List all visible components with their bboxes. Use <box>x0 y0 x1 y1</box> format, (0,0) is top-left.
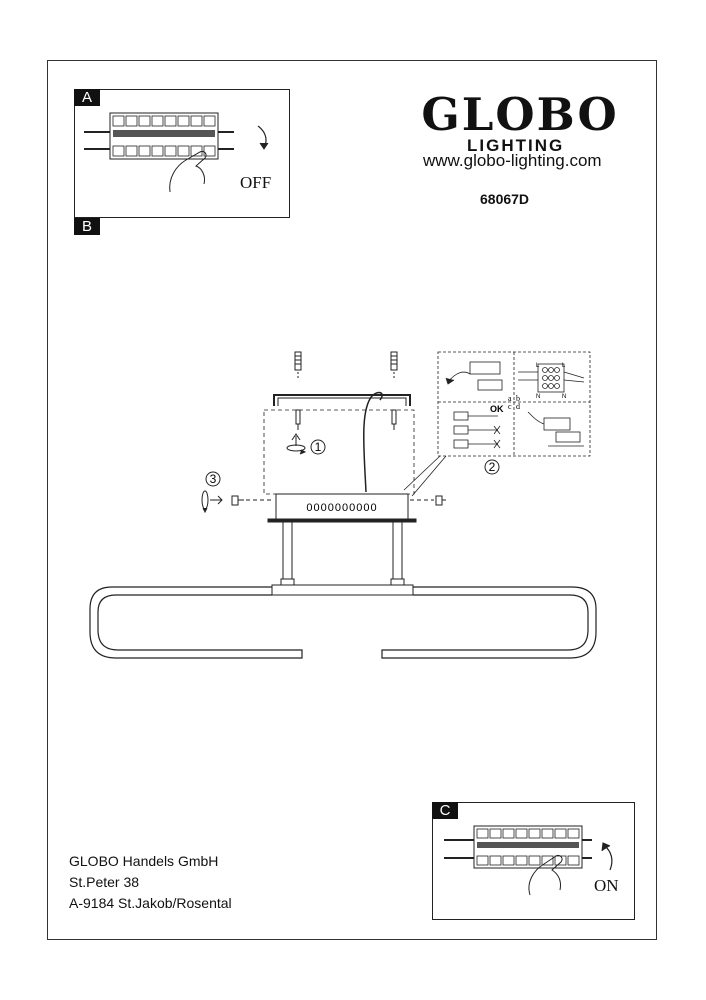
fixture-base-plate <box>272 585 413 595</box>
step-1-label: 1 <box>314 440 322 454</box>
ok-label: OK <box>490 404 504 414</box>
panel-a-tag: A <box>74 89 100 106</box>
lamp-arms <box>90 587 596 658</box>
wire-label-l2: L <box>562 363 566 369</box>
address-line-company: GLOBO Handels GmbH <box>69 853 219 869</box>
sub-label-d: d <box>516 402 520 411</box>
logo-tagline: LIGHTING <box>467 136 565 155</box>
off-label: OFF <box>240 173 272 192</box>
side-screw-left <box>232 496 274 505</box>
wiring-inset <box>438 352 590 456</box>
website-url: www.globo-lighting.com <box>423 151 602 170</box>
sub-label-b: b <box>516 394 520 403</box>
terminal-block-text: 0000000000 <box>306 502 378 514</box>
panel-c-tag: C <box>432 802 458 819</box>
sub-label-a: a <box>508 394 512 403</box>
panel-b-tag: B <box>74 218 100 235</box>
wire-label-n1: N <box>536 394 541 400</box>
power-cable <box>364 393 382 492</box>
wire-label-l1: L <box>536 363 540 369</box>
side-screw-right <box>410 496 446 505</box>
wall-plug-right <box>391 352 397 430</box>
wall-plug-left <box>295 352 301 430</box>
rotate-icon-step-3 <box>202 491 222 512</box>
panel-a-breaker-illustration <box>84 113 268 192</box>
address-line-city: A-9184 St.Jakob/Rosental <box>69 895 232 911</box>
panel-c-breaker-illustration <box>444 826 612 895</box>
support-stems <box>281 522 404 585</box>
step-2-label: 2 <box>488 460 496 474</box>
sub-label-c: c <box>508 402 512 411</box>
step-3-label: 3 <box>209 472 217 486</box>
zoom-lines <box>404 456 446 496</box>
wire-label-n2: N <box>562 394 567 400</box>
on-label: ON <box>594 876 619 895</box>
model-number: 68067D <box>480 191 530 207</box>
rotate-icon-step-1 <box>287 434 305 454</box>
address-line-street: St.Peter 38 <box>69 874 140 890</box>
logo-brand: GLOBO <box>421 88 619 141</box>
